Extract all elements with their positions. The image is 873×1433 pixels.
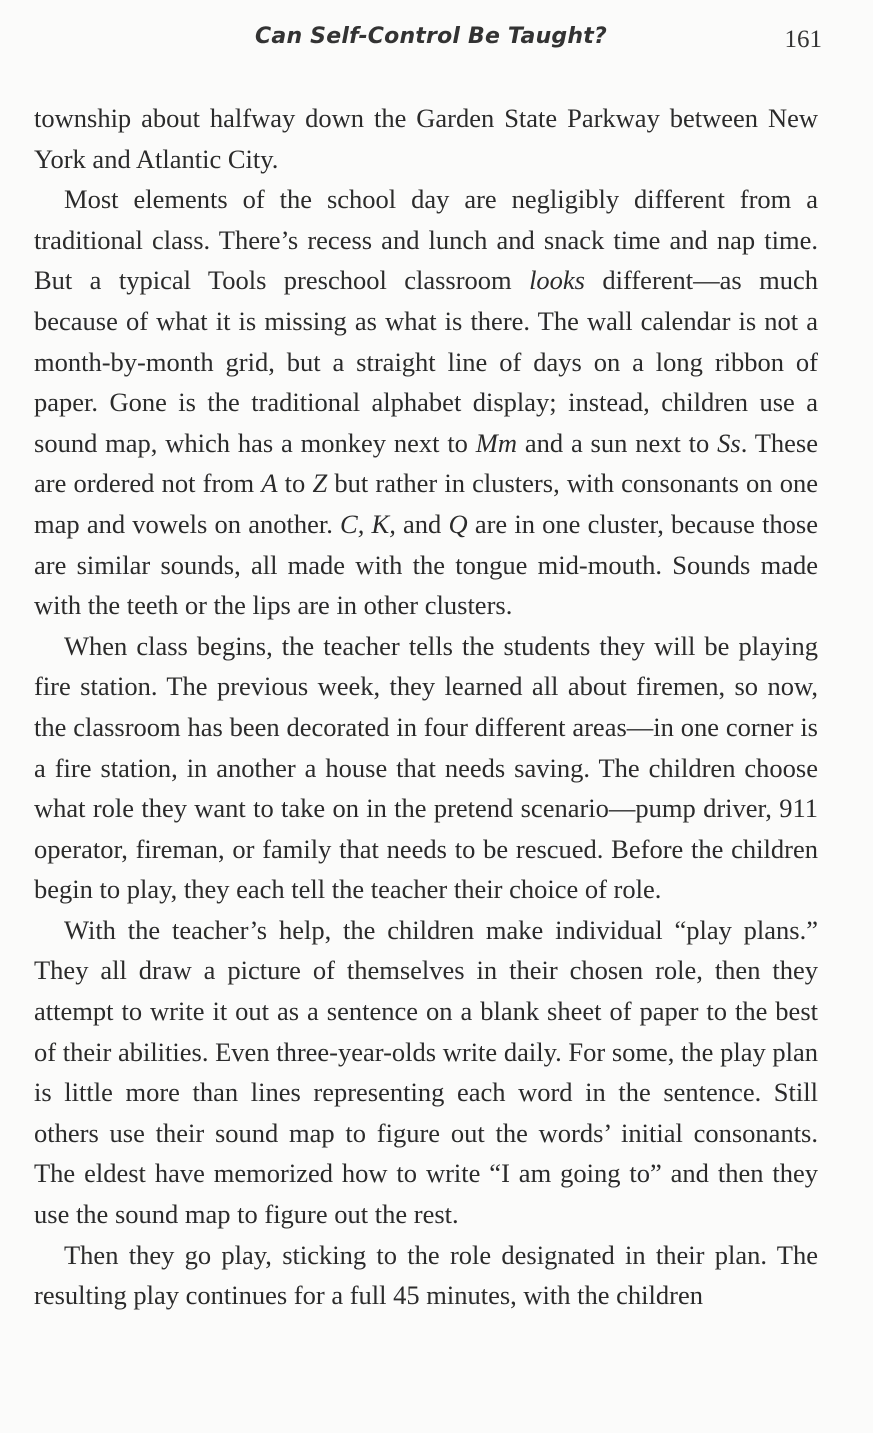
italic-text: Ss xyxy=(717,427,741,458)
body-text xyxy=(34,98,818,1316)
paragraph xyxy=(34,98,818,179)
text-run: are in one cluster, because those are similar sounds, all made with the tongue mid-mouth. Sounds made with the teeth or the lips are in other clusters. xyxy=(34,508,819,621)
text-run: but rather in clusters, with consonants on one map and vowels on another. xyxy=(34,468,818,539)
page-number: 161 xyxy=(784,26,822,53)
paragraph xyxy=(34,179,818,626)
italic-text: A xyxy=(261,468,278,499)
text-run: to xyxy=(277,468,313,499)
paragraph xyxy=(34,910,818,1235)
italic-text: Z xyxy=(312,468,328,499)
paragraph xyxy=(34,1235,818,1316)
text-run: and a sun next to xyxy=(517,427,718,458)
italic-text: Q xyxy=(448,508,468,539)
text-run: township about halfway down the Garden State Parkway between New York and Atlantic City. xyxy=(34,103,818,174)
italic-text: looks xyxy=(529,265,585,296)
text-run: . These are ordered not from xyxy=(34,427,818,499)
text-run: With the teacher’s help, the children make individual “play plans.” They all draw a picture of themselves in their chosen role, then they attempt to write it out as a sentence on a blank sheet of paper to the best of their abilities. Even three-year-olds write daily. For some, the play plan is little more than lines representing each word in the sentence. Still others use their sound map to figure out the words’ initial consonants. The eldest have memorized how to write “I am going to” and then they use the sound map to figure out the rest. xyxy=(34,914,818,1230)
text-run: When class begins, the teacher tells the students they will be playing fire station. The previous week, they learned all about firemen, so now, the classroom has been decorated in four different areas—in one corner is a fire station, in another a house that needs saving. The children choose what role they want to take on in the pretend scenario—pump driver, 911 operator, fireman, or family that needs to be rescued. Before the children begin to play, they each tell the teacher their choice of role. xyxy=(34,630,818,905)
running-header xyxy=(40,22,822,58)
paragraph xyxy=(34,626,818,910)
text-run: different—as much because of what it is missing as what is there. The wall calendar is not a month-by-month grid, but a straight line of days on a long ribbon of paper. Gone is the traditional alphabet display; instead, children use a sound map, which has a monkey next to xyxy=(34,265,818,458)
running-title: Can Self-Control Be Taught? xyxy=(255,24,607,49)
text-run: and xyxy=(395,508,449,539)
italic-text: Mm xyxy=(475,427,517,458)
text-run: Most elements of the school day are negligibly different from a traditional class. There’s recess and lunch and snack time and nap time. But a typical Tools preschool classroom xyxy=(34,184,818,296)
italic-text: C, K, xyxy=(340,508,396,539)
text-run: Then they go play, sticking to the role designated in their plan. The resulting play continues for a full 45 minutes, with the children xyxy=(34,1239,818,1311)
